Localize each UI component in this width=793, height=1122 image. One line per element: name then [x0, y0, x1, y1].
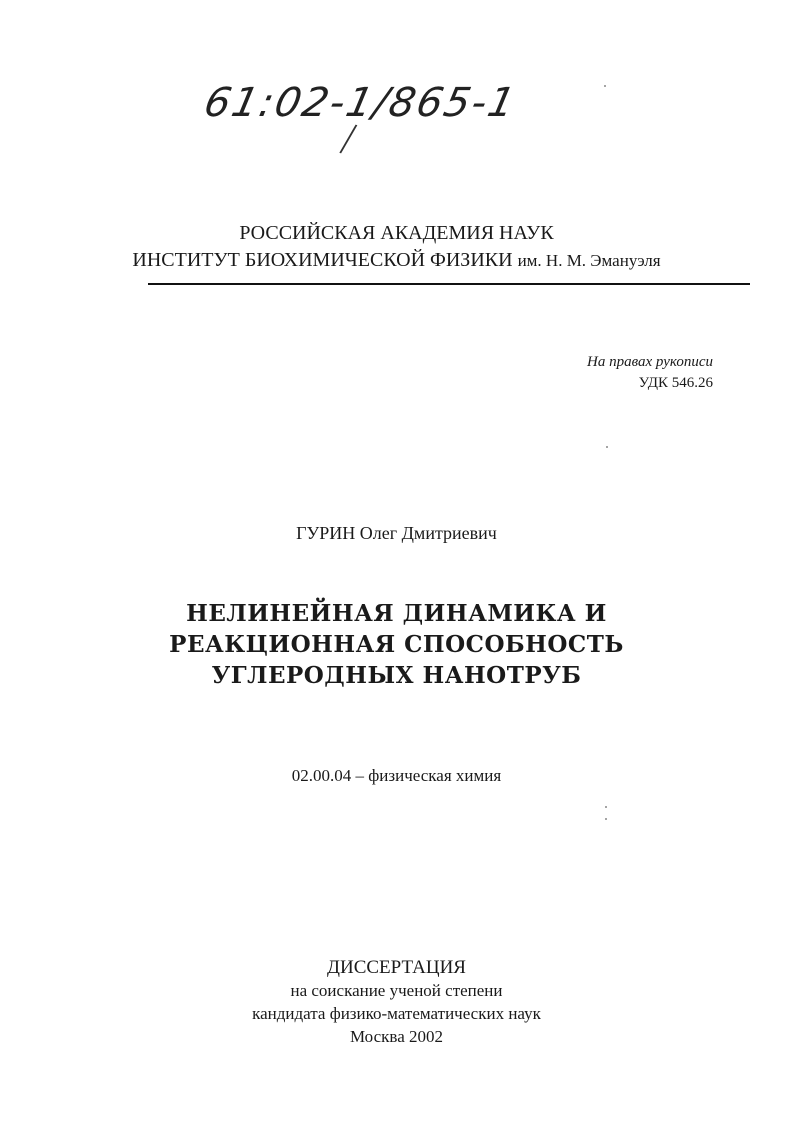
handwritten-catalog-number	[200, 80, 521, 126]
scan-speck	[606, 446, 608, 448]
academy-name: РОССИЙСКАЯ АКАДЕМИЯ НАУК	[239, 222, 554, 244]
catalog-number-text: 61:02-1/865-1	[200, 80, 521, 126]
dissertation-block	[0, 957, 793, 1048]
dissertation-title	[0, 598, 793, 691]
header-divider	[148, 283, 750, 285]
degree-field: кандидата физико-математических наук	[252, 1004, 541, 1023]
degree-line: на соискание ученой степени	[290, 981, 503, 1000]
scan-speck	[604, 85, 606, 87]
place-year: Москва 2002	[349, 1027, 444, 1046]
institute-name-main: ИНСТИТУТ БИОХИМИЧЕСКОЙ ФИЗИКИ	[132, 249, 513, 271]
specialty-code: 02.00.04 – физическая химия	[291, 766, 502, 785]
title-line: НЕЛИНЕЙНАЯ ДИНАМИКА И	[186, 600, 607, 627]
pen-stroke	[339, 125, 357, 154]
title-line: РЕАКЦИОННАЯ СПОСОБНОСТЬ	[169, 631, 624, 658]
scan-speck	[605, 818, 607, 820]
manuscript-note: На правах рукописи	[587, 354, 713, 370]
author-name: ГУРИН Олег Дмитриевич	[296, 523, 497, 543]
institution-header	[0, 220, 793, 274]
title-line: УГЛЕРОДНЫХ НАНОТРУБ	[211, 662, 582, 689]
udc-code: УДК 546.26	[638, 375, 713, 391]
institute-name	[0, 247, 793, 274]
institute-name-eponym: им. Н. М. Эмануэля	[517, 251, 661, 270]
dissertation-heading: ДИССЕРТАЦИЯ	[327, 957, 466, 978]
manuscript-rights-block	[587, 352, 713, 394]
scan-speck	[605, 806, 607, 808]
